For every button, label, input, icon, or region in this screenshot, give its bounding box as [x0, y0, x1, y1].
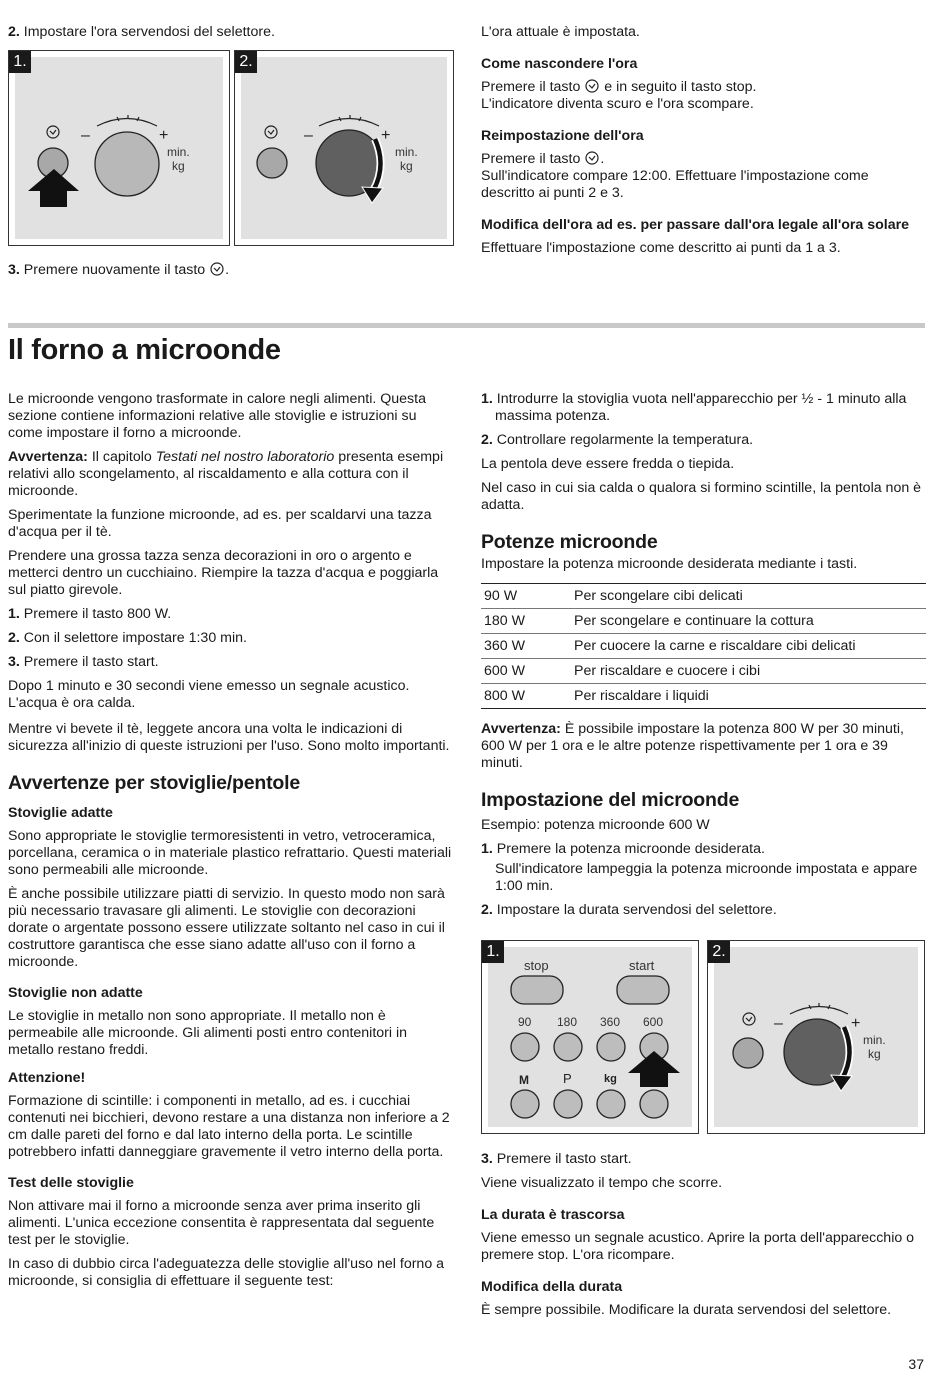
time-set-text: L'ora attuale è impostata. — [481, 24, 640, 40]
power-intro: Impostare la potenza microonde desiderata mediante i tasti. — [481, 556, 858, 572]
svg-text:90: 90 — [518, 1015, 532, 1029]
svg-text:min.: min. — [395, 145, 418, 159]
suitable-paragraph-2: È anche possibile utilizzare piatti di servizio. In questo modo non sarà più necessario travasare gli alimenti. Le stoviglie con decorazioni dorate o argentate possono essere utilizzate soltanto nel caso in cui il costruttore garantisca che esse siano adatte all'uso con il forno a microonde. — [8, 886, 445, 970]
setting-step-2: 2. Impostare la durata servendosi del selettore. — [481, 902, 777, 918]
clock-step-3: 3. Premere nuovamente il tasto . — [8, 262, 230, 278]
table-row: 90 W Per scongelare cibi delicati — [481, 584, 926, 609]
svg-text:M: M — [519, 1073, 529, 1087]
top-right-block — [481, 24, 926, 264]
svg-text:min.: min. — [167, 145, 190, 159]
modify-paragraph: È sempre possibile. Modificare la durata servendosi del selettore. — [481, 1302, 892, 1318]
svg-text:min.: min. — [863, 1033, 886, 1047]
main-right-column — [481, 391, 926, 926]
hide-time-text: Premere il tasto e in seguito il tasto stop. L'indicatore diventa scuro e l'ora scompare. — [481, 79, 757, 112]
microwave-figure-2-drawing — [708, 941, 926, 1135]
svg-text:+: + — [851, 1015, 861, 1032]
test-heading: Test delle stoviglie — [8, 1175, 134, 1191]
clock-icon — [47, 126, 59, 138]
setting-step-3: 3. Premere il tasto start. — [481, 1151, 632, 1167]
microwave-figure-1 — [481, 940, 699, 1134]
svg-text:kg: kg — [604, 1073, 617, 1085]
section-divider — [8, 323, 925, 328]
time-running-text: Viene visualizzato il tempo che scorre. — [481, 1175, 723, 1191]
warning-paragraph: Avvertenza: Il capitolo Testati nel nostro laboratorio presenta esempi relativi allo scongelamento, al riscaldamento e alla cottura con il microonde. — [8, 449, 444, 499]
clock-icon — [584, 151, 600, 165]
try-paragraph: Sperimentate la funzione microonde, ad es. per scaldarvi una tazza d'acqua per il tè. — [8, 507, 432, 540]
section-title: Il forno a microonde — [8, 334, 281, 366]
figure-number: 1. — [9, 51, 31, 73]
safety-paragraph: Mentre vi bevete il tè, leggete ancora una volta le indicazioni di sicurezza all'inizio di queste istruzioni per l'uso. Sono molto importanti. — [8, 721, 450, 754]
setting-step-1: 1. Premere la potenza microonde desiderata. — [481, 841, 765, 857]
svg-text:180: 180 — [557, 1015, 578, 1029]
suitable-paragraph-1: Sono appropriate le stoviglie termoresistenti in vetro, vetroceramica, porcellana, ceramica o in materiale plastico refrattario. Questi materiali sono permeabili alle microonde. — [8, 828, 452, 878]
example-text: Esempio: potenza microonde 600 W — [481, 817, 710, 833]
table-row: 360 W Per cuocere la carne e riscaldare cibi delicati — [481, 634, 926, 659]
clock-icon — [584, 79, 600, 93]
cookware-heading: Avvertenze per stoviglie/pentole — [8, 772, 300, 794]
power-warning: Avvertenza: È possibile impostare la potenza 800 W per 30 minuti, 600 W per 1 ora e le altre potenze rispettivamente per 1 ora e 39 minuti. — [481, 721, 904, 771]
tea-step-1: 1. Premere il tasto 800 W. — [8, 606, 172, 622]
clock-figure-2-drawing — [235, 51, 455, 247]
svg-text:kg: kg — [172, 159, 185, 173]
svg-text:stop: stop — [524, 958, 549, 973]
test-step-1: 1. Introdurre la stoviglia vuota nell'apparecchio per ½ - 1 minuto alla massima potenza. — [481, 391, 907, 424]
clock-icon — [265, 126, 277, 138]
signal-paragraph: Dopo 1 minuto e 30 secondi viene emesso un segnale acustico. L'acqua è ora calda. — [8, 678, 410, 711]
clock-icon — [743, 1013, 755, 1025]
svg-text:–: – — [304, 127, 313, 144]
elapsed-heading: La durata è trascorsa — [481, 1207, 625, 1223]
test-paragraph-2: In caso di dubbio circa l'adeguatezza delle stoviglie all'uso nel forno a microonde, si consiglia di effettuare il seguente test: — [8, 1256, 445, 1289]
svg-text:–: – — [774, 1015, 783, 1032]
change-time-heading: Modifica dell'ora ad es. per passare dall'ora legale all'ora solare — [481, 217, 910, 233]
attention-paragraph: Formazione di scintille: i componenti in metallo, ad es. i cucchiai contenuti nei bicchieri, devono restare a una distanza non inferiore a 2 cm dalle pareti del forno e dal lato interno della porta. Le scintille potrebbero infatti danneggiare gravemente il vetro interno della porta. — [8, 1093, 450, 1160]
clock-icon — [209, 262, 225, 276]
svg-text:+: + — [159, 127, 169, 144]
table-row: 600 W Per riscaldare e cuocere i cibi — [481, 659, 926, 684]
table-row: 180 W Per scongelare e continuare la cottura — [481, 609, 926, 634]
main-left-column — [8, 391, 453, 1297]
svg-text:P: P — [563, 1071, 572, 1086]
section-header — [8, 333, 608, 367]
microwave-figure-1-drawing — [482, 941, 700, 1135]
clock-figure-1 — [8, 50, 230, 246]
unsuitable-heading: Stoviglie non adatte — [8, 985, 143, 1001]
page-number: 37 — [908, 1356, 924, 1372]
svg-text:–: – — [81, 127, 90, 144]
table-row: 800 W Per riscaldare i liquidi — [481, 684, 926, 709]
tea-step-3: 3. Premere il tasto start. — [8, 654, 159, 670]
figure-number: 2. — [708, 941, 730, 963]
test-paragraph-1: Non attivare mai il forno a microonde senza aver prima inserito gli alimenti. L'unica eccezione consentita è rappresentata dal seguente test per le stoviglie. — [8, 1198, 435, 1248]
cold-paragraph: La pentola deve essere fredda o tiepida. — [481, 456, 735, 472]
clock-step-2: 2. Impostare l'ora servendosi del selettore. — [8, 24, 275, 40]
power-table — [481, 583, 926, 709]
change-time-text: Effettuare l'impostazione come descritto ai punti da 1 a 3. — [481, 240, 841, 256]
setting-step-1-detail: Sull'indicatore lampeggia la potenza microonde impostata e appare 1:00 min. — [495, 861, 918, 894]
hot-paragraph: Nel caso in cui sia calda o qualora si formino scintille, la pentola non è adatta. — [481, 480, 922, 513]
unsuitable-paragraph: Le stoviglie in metallo non sono appropriate. Il metallo non è permeabile alle microonde. Gli alimenti posti entro contenitori in metallo restano freddi. — [8, 1008, 408, 1058]
top-left-block — [8, 24, 453, 48]
svg-text:start: start — [629, 958, 655, 973]
suitable-heading: Stoviglie adatte — [8, 805, 113, 821]
reset-time-heading: Reimpostazione dell'ora — [481, 128, 644, 144]
clock-figure-1-drawing — [9, 51, 231, 247]
svg-text:kg: kg — [400, 159, 413, 173]
svg-text:kg: kg — [868, 1047, 881, 1061]
svg-text:360: 360 — [600, 1015, 621, 1029]
main-right-bottom — [481, 1151, 926, 1326]
test-step-2: 2. Controllare regolarmente la temperatura. — [481, 432, 754, 448]
setting-heading: Impostazione del microonde — [481, 789, 740, 811]
hide-time-heading: Come nascondere l'ora — [481, 56, 638, 72]
modify-heading: Modifica della durata — [481, 1279, 623, 1295]
tea-step-2: 2. Con il selettore impostare 1:30 min. — [8, 630, 247, 646]
figure-number: 2. — [235, 51, 257, 73]
svg-text:+: + — [381, 127, 391, 144]
elapsed-paragraph: Viene emesso un segnale acustico. Aprire la porta dell'apparecchio o premere stop. L'ora ricompare. — [481, 1230, 915, 1263]
cup-paragraph: Prendere una grossa tazza senza decorazioni in oro o argento e metterci dentro un cucchiaino. Riempire la tazza d'acqua e poggiarla sul piatto girevole. — [8, 548, 439, 598]
svg-text:600: 600 — [643, 1015, 664, 1029]
figure-number: 1. — [482, 941, 504, 963]
top-left-step3 — [8, 262, 453, 286]
intro-paragraph: Le microonde vengono trasformate in calore negli alimenti. Questa sezione contiene informazioni relative alle stoviglie e istruzioni su come impostare il forno a microonde. — [8, 391, 426, 441]
microwave-figure-2 — [707, 940, 925, 1134]
reset-time-text: Premere il tasto . Sull'indicatore compare 12:00. Effettuare l'impostazione come descritto ai punti 2 e 3. — [481, 151, 869, 201]
power-heading: Potenze microonde — [481, 531, 658, 553]
attention-heading: Attenzione! — [8, 1070, 86, 1086]
clock-figure-2 — [234, 50, 454, 246]
